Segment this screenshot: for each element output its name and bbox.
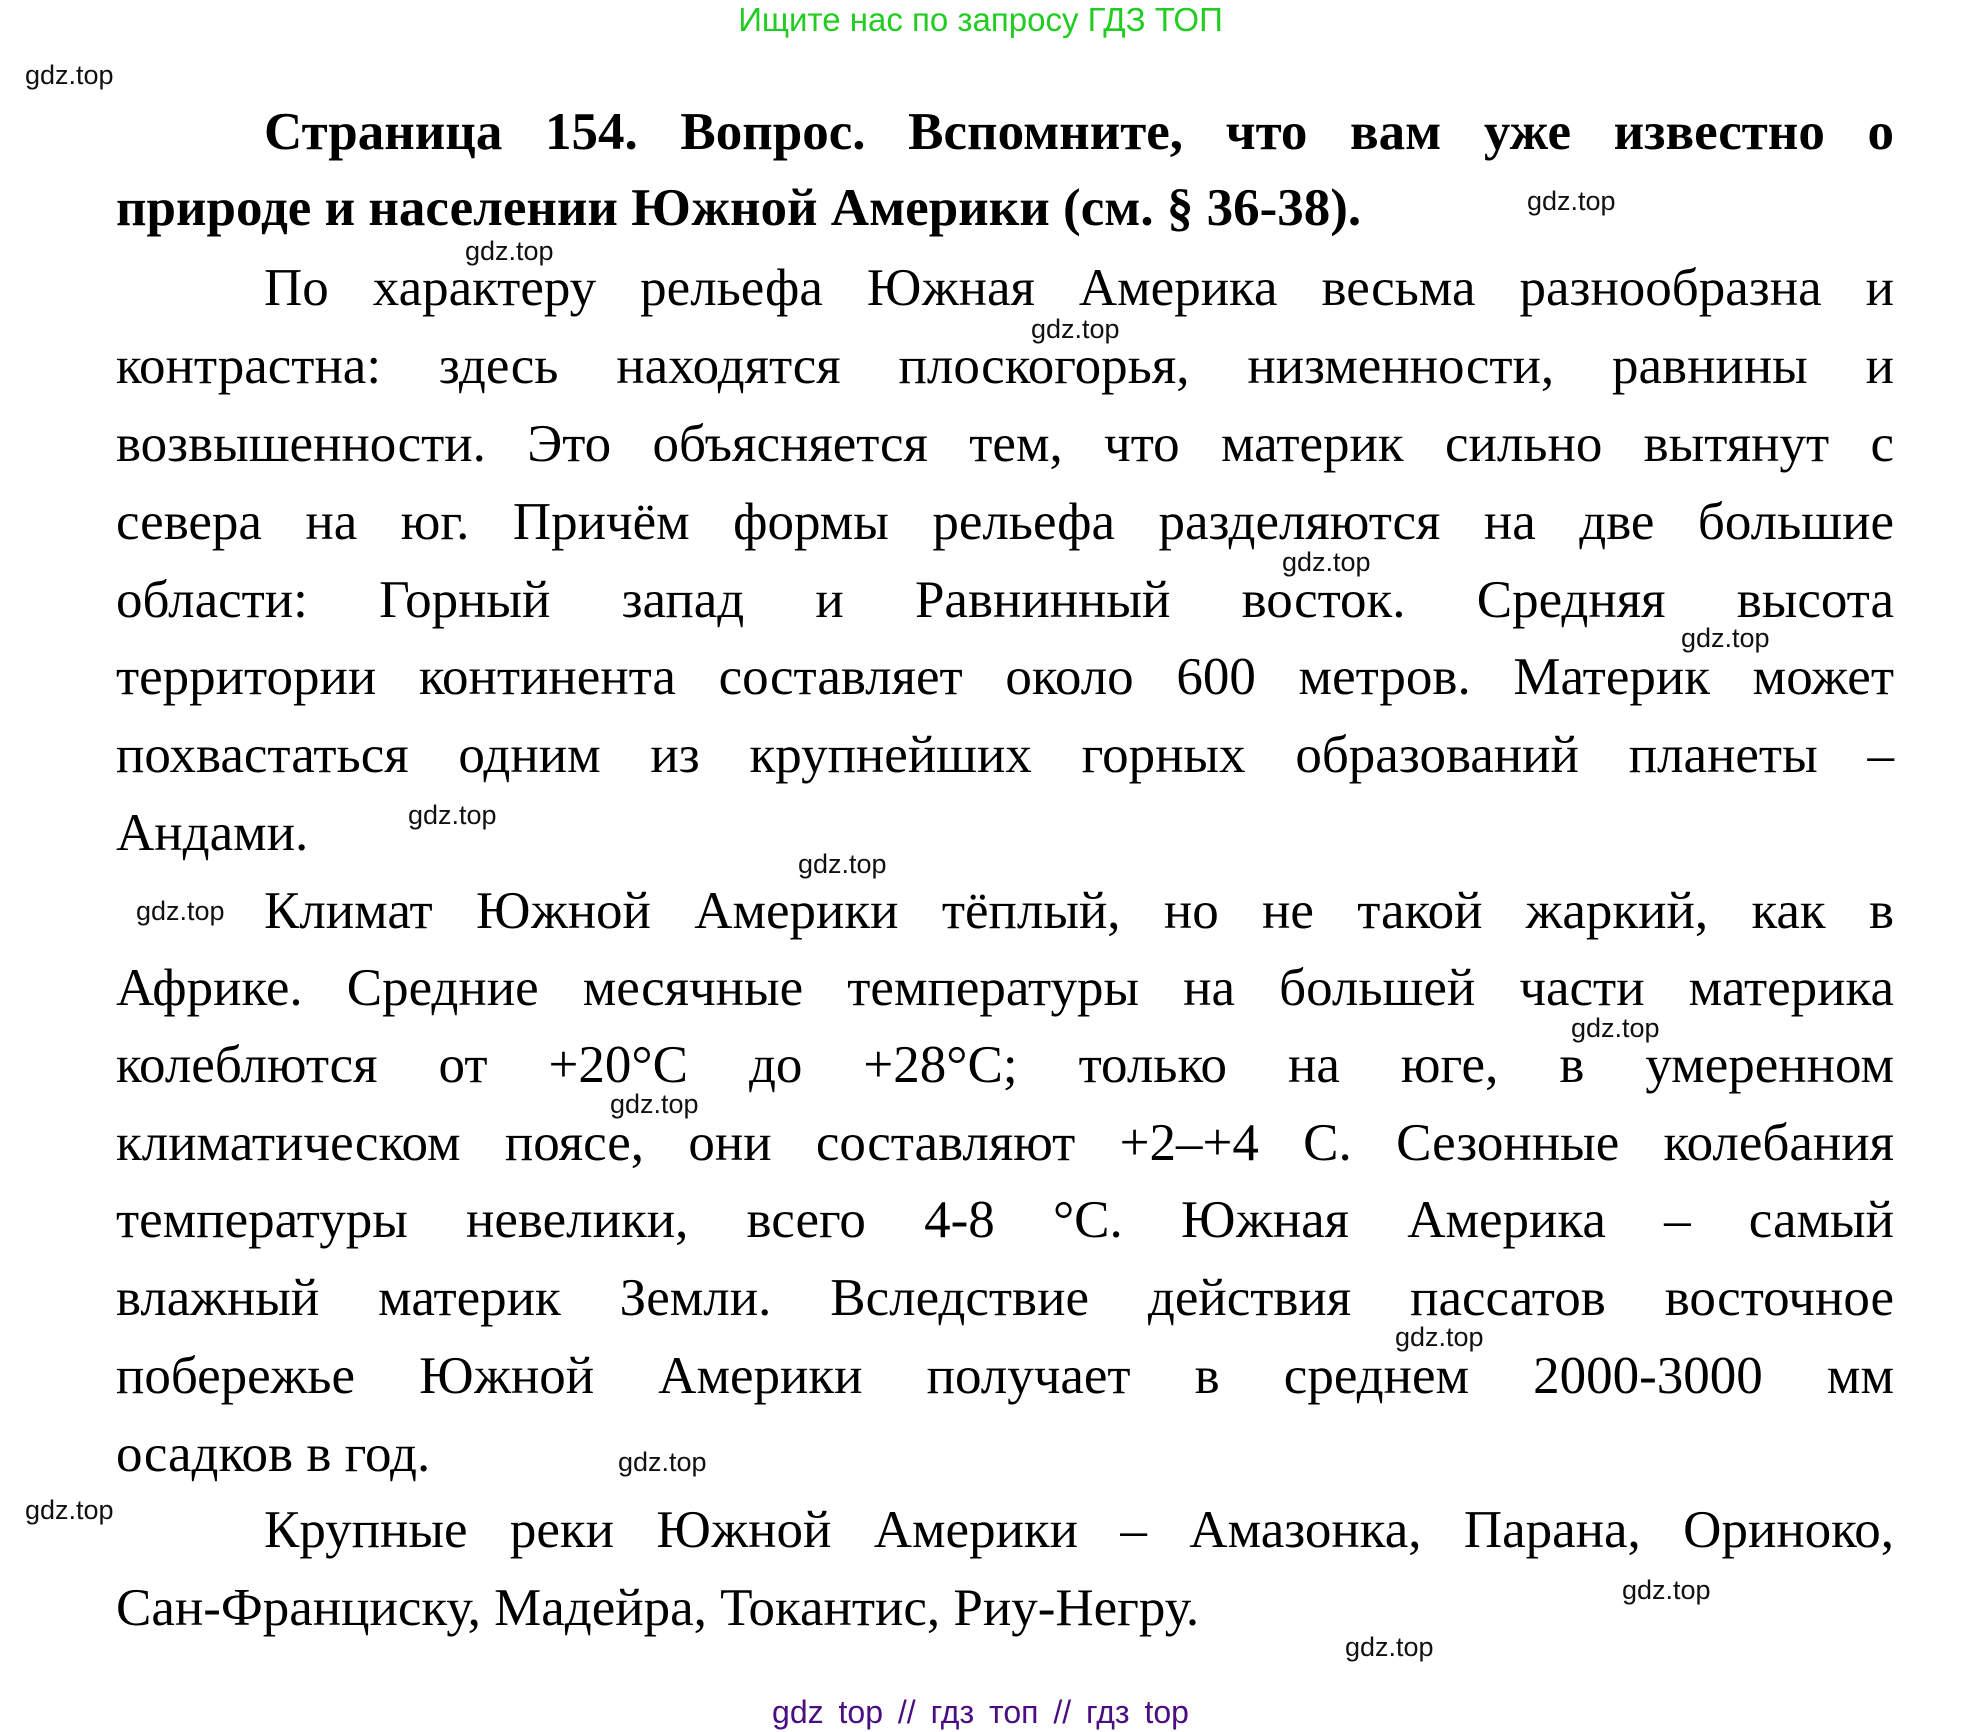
question-title-line-2: природе и населении Южной Америки (см. § 36-38). [116, 179, 1362, 237]
watermark: gdz.top [25, 60, 114, 90]
search-hint-banner: Ищите нас по запросу ГДЗ ТОП [738, 1, 1223, 38]
watermark: gdz.top [1345, 1632, 1434, 1662]
watermark: gdz.top [1571, 1013, 1660, 1043]
question-title-line-1: Страница 154. Вопрос. Вспомните, что вам уже известно о [264, 103, 1894, 161]
footer-links: gdz top // гдз топ // гдз top [772, 1694, 1189, 1730]
paragraph-2-line: климатическом поясе, они составляют +2–+4 С. Сезонные колебания [116, 1114, 1894, 1172]
paragraph-1-line: возвышенности. Это объясняется тем, что материк сильно вытянут с [116, 415, 1894, 473]
watermark: gdz.top [1527, 186, 1616, 216]
paragraph-1-line: По характеру рельефа Южная Америка весьма разнообразна и [264, 259, 1894, 317]
paragraph-2-line: Африке. Средние месячные температуры на большей части материка [116, 959, 1894, 1017]
paragraph-1-line: контрастна: здесь находятся плоскогорья, низменности, равнины и [116, 337, 1894, 395]
paragraph-2-line: побережье Южной Америки получает в среднем 2000-3000 мм [116, 1347, 1894, 1405]
watermark: gdz.top [25, 1495, 114, 1525]
watermark: gdz.top [798, 849, 887, 879]
watermark: gdz.top [1031, 314, 1120, 344]
paragraph-1-line: Андами. [116, 804, 309, 862]
watermark: gdz.top [610, 1089, 699, 1119]
paragraph-2-line: температуры невелики, всего 4-8 °С. Южная Америка – самый [116, 1191, 1894, 1249]
watermark: gdz.top [136, 896, 225, 926]
watermark: gdz.top [408, 800, 497, 830]
paragraph-1-line: похвастаться одним из крупнейших горных образований планеты – [116, 726, 1894, 784]
paragraph-2-line: влажный материк Земли. Вследствие действия пассатов восточное [116, 1269, 1894, 1327]
paragraph-2-line: колеблются от +20°С до +28°С; только на юге, в умеренном [116, 1036, 1894, 1094]
paragraph-2-line: осадков в год. [116, 1425, 431, 1483]
paragraph-3-line: Крупные реки Южной Америки – Амазонка, Парана, Ориноко, [264, 1501, 1894, 1559]
paragraph-1-line: области: Горный запад и Равнинный восток. Средняя высота [116, 571, 1894, 629]
paragraph-3-line: Сан-Франциску, Мадейра, Токантис, Риу-Негру. [116, 1579, 1200, 1637]
watermark: gdz.top [1681, 623, 1770, 653]
paragraph-1-line: севера на юг. Причём формы рельефа разделяются на две большие [116, 493, 1894, 551]
watermark: gdz.top [1622, 1575, 1711, 1605]
watermark: gdz.top [1282, 547, 1371, 577]
watermark: gdz.top [1395, 1322, 1484, 1352]
paragraph-1-line: территории континента составляет около 600 метров. Материк может [116, 648, 1894, 706]
paragraph-2-line: Климат Южной Америки тёплый, но не такой жаркий, как в [264, 882, 1894, 940]
watermark: gdz.top [618, 1447, 707, 1477]
watermark: gdz.top [465, 236, 554, 266]
